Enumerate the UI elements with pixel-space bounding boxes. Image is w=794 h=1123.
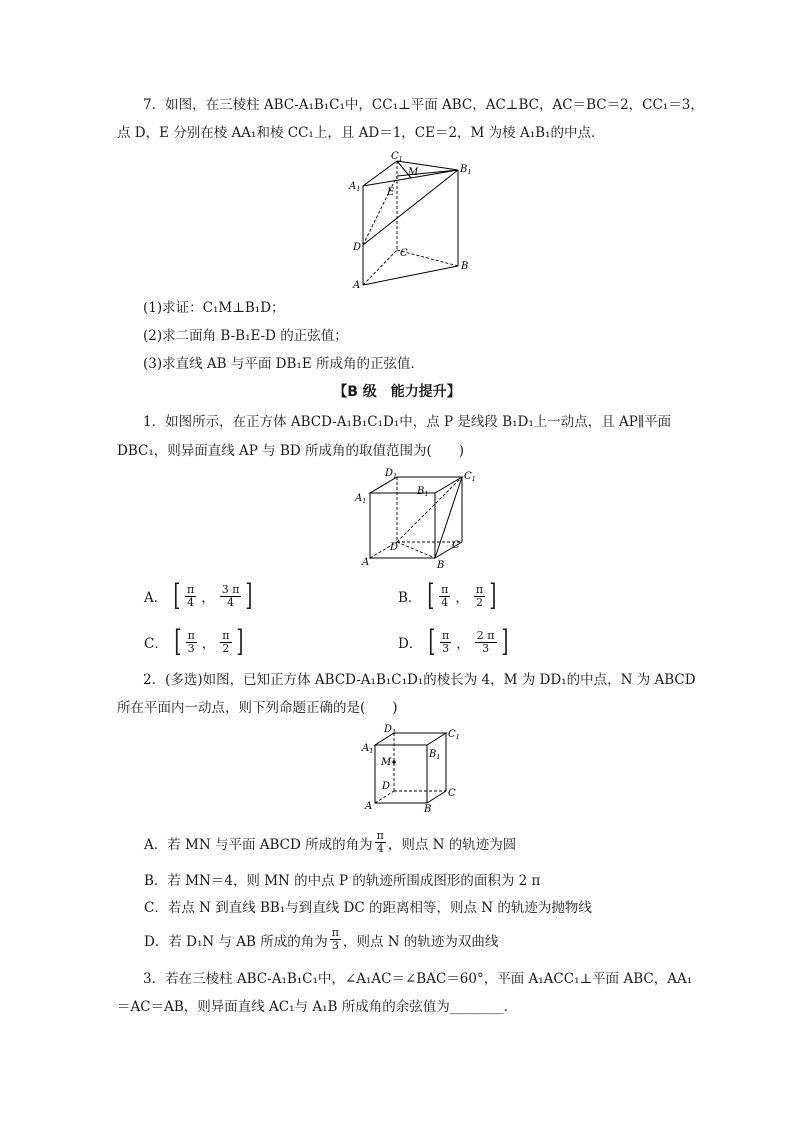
q1-label-A: A [362, 557, 370, 568]
option-text: D．若 D₁N 与 AB 所成的角为 [144, 933, 328, 950]
q7-label-B: B [461, 261, 469, 272]
q1-label-B1: $B_1$ [417, 486, 429, 498]
q7-label-B1: $B_1$ [460, 164, 472, 176]
q1-cube-figure [355, 465, 475, 575]
q2-label-C1: $C_1$ [448, 729, 460, 741]
q7-label-A: A [353, 280, 361, 291]
q7-label-D: D [353, 242, 362, 253]
q2-label-C: C [448, 788, 456, 799]
fraction: $\frac{\pi}{4}$ [376, 829, 384, 855]
q3-text-line1: 3．若在三棱柱 ABC-A₁B₁C₁中，∠A₁AC＝∠BAC＝60°，平面 A₁ACC₁⊥平面 ABC，AA₁ [143, 971, 693, 987]
fraction: $\frac{\pi}{3}$ [331, 926, 339, 952]
interval: [ $\frac{\pi}{3}$ ， $\frac{2 \pi}{3}$ ] [428, 624, 508, 659]
q2-option-b[interactable]: B．若 MN＝4，则 MN 的中点 P 的轨迹所围成图形的面积为 2 π [144, 873, 541, 889]
q2-text-line2: 所在平面内一动点，则下列命题正确的是( ) [117, 700, 398, 716]
q2-label-D: D [382, 781, 391, 792]
q2-label-M: M [381, 757, 392, 768]
q7-part3: (3)求直线 AB 与平面 DB₁E 所成角的正弦值． [143, 356, 424, 372]
q1-label-D1: $D_1$ [385, 468, 398, 480]
option-text: A．若 MN 与平面 ABCD 所成的角为 [144, 836, 373, 853]
interval: [ $\frac{\pi}{3}$ ， $\frac{\pi}{2}$ ] [174, 624, 243, 659]
interval: [ $\frac{\pi}{4}$ ， $\frac{\pi}{2}$ ] [427, 578, 497, 613]
q7-part1: (1)求证：C₁M⊥B₁D； [143, 300, 285, 316]
q1-option-b[interactable] [398, 578, 499, 613]
q7-label-M: M [408, 167, 419, 178]
option-letter: D． [398, 636, 423, 652]
option-text: ，则点 N 的轨迹为双曲线 [342, 933, 499, 950]
q1-option-d[interactable] [398, 624, 510, 659]
option-text: ，则点 N 的轨迹为圆 [387, 836, 517, 853]
option-letter: B． [398, 590, 422, 606]
q1-label-C1: $C_1$ [464, 471, 476, 483]
q2-label-B1: $B_1$ [429, 749, 441, 761]
q7-text-line1: 7．如图，在三棱柱 ABC-A₁B₁C₁中，CC₁⊥平面 ABC，AC⊥BC，AC＝BC＝2，CC₁＝3， [143, 97, 704, 113]
q1-option-c[interactable] [144, 624, 245, 659]
q2-point-m [392, 760, 395, 763]
q2-option-d[interactable] [144, 927, 498, 952]
section-heading: 【B 级 能力提升】 [333, 384, 461, 400]
q2-cube-figure [360, 723, 470, 813]
q7-label-E: E [387, 187, 395, 198]
q7-text-line2: 点 D，E 分别在棱 AA₁和棱 CC₁上，且 AD＝1，CE＝2，M 为棱 A₁B₁的中点． [117, 125, 605, 141]
q2-label-D1: $D_1$ [384, 724, 397, 736]
q2-label-A: A [365, 801, 373, 812]
q1-label-D: D [390, 542, 399, 553]
interval: [ $\frac{\pi}{4}$ ， $\frac{3 \pi}{4}$ ] [173, 578, 253, 613]
q2-option-a[interactable] [144, 830, 516, 855]
q1-text-line2: DBC₁，则异面直线 AP 与 BD 所成角的取值范围为( ) [117, 443, 465, 459]
q2-label-A1: $A_1$ [362, 743, 374, 755]
q1-label-C: C [452, 540, 460, 551]
q3-text-line2: ＝AC＝AB，则异面直线 AC₁与 A₁B 所成角的余弦值为________． [117, 999, 518, 1015]
q7-label-C1: $C_1$ [391, 151, 403, 163]
option-letter: A． [144, 590, 168, 606]
q7-label-C: C [400, 248, 408, 259]
option-letter: C． [144, 636, 168, 652]
q1-option-a[interactable] [144, 578, 255, 613]
q7-part2: (2)求二面角 B-B₁E-D 的正弦值； [143, 328, 348, 344]
q1-label-A1: $A_1$ [355, 493, 367, 505]
q1-text-line1: 1．如图所示，在正方体 ABCD-A₁B₁C₁D₁中，点 P 是线段 B₁D₁上一动点，且 AP∥平面 [143, 414, 672, 430]
q2-text-line1: 2．(多选)如图，已知正方体 ABCD-A₁B₁C₁D₁的棱长为 4，M 为 DD₁的中点，N 为 ABCD [143, 672, 696, 688]
q2-option-c[interactable]: C．若点 N 到直线 BB₁与到直线 DC 的距离相等，则点 N 的轨迹为抛物线 [144, 900, 592, 916]
q7-prism-figure [345, 148, 495, 293]
q1-label-B: B [437, 560, 445, 571]
q7-label-A1: $A_1$ [349, 181, 361, 193]
q2-label-B: B [424, 804, 432, 815]
